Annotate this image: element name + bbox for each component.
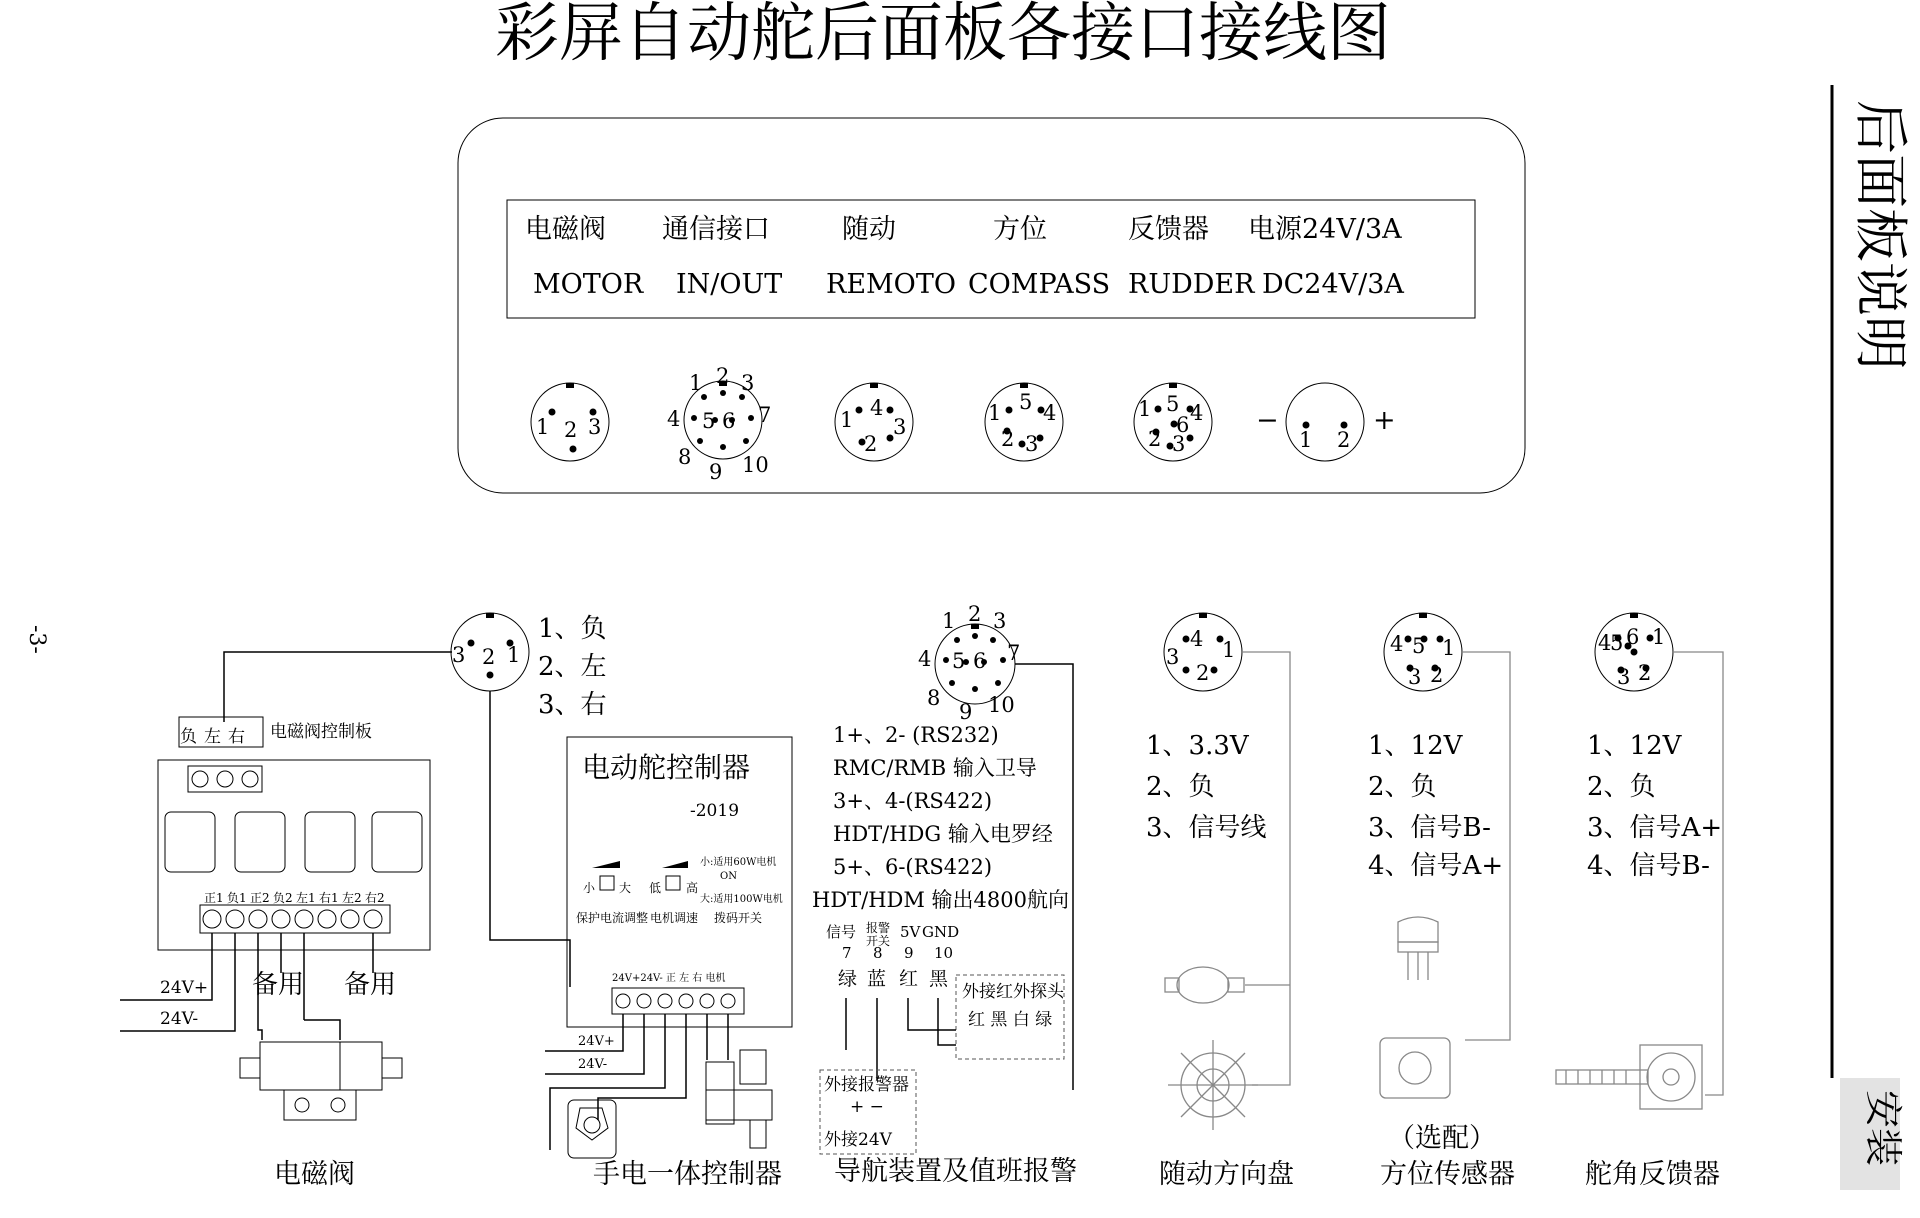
port-label-remote	[826, 214, 956, 300]
section-compass	[1368, 613, 1515, 1190]
nav-line-5: 5+、6-(RS422)	[833, 855, 993, 879]
rudder-pin-3: 3、信号A+	[1587, 813, 1723, 843]
alarm-box-title: 外接报警器	[824, 1075, 909, 1095]
panel-connector-remote	[835, 383, 913, 461]
nav-blue: 蓝	[867, 968, 887, 990]
knob2-label: 电机调速	[650, 911, 699, 925]
relay	[305, 812, 355, 872]
pin-label: 1	[1138, 397, 1152, 421]
wire	[304, 1020, 340, 1040]
pin-dot	[487, 672, 494, 679]
pin-dot	[570, 446, 577, 453]
pin-label: 3	[588, 415, 602, 439]
pin-label: 9	[709, 460, 723, 484]
knob1-wedge	[592, 861, 620, 868]
section-solenoid	[120, 613, 607, 1190]
pin-label: 3	[993, 609, 1007, 633]
screw-terminal	[679, 994, 693, 1008]
pin-dot	[468, 640, 475, 647]
connector-key	[870, 383, 878, 388]
screw-terminal	[226, 910, 244, 928]
port-cn-motor: 电磁阀	[525, 214, 606, 245]
connector-key	[486, 613, 494, 618]
dip-big: 大:适用100W电机	[700, 894, 783, 905]
caption-solenoid: 电磁阀	[274, 1159, 355, 1190]
side-tab-label: 安装	[1861, 1090, 1905, 1167]
valve-coil-right	[340, 1042, 382, 1090]
rear-panel-outline	[458, 118, 1525, 493]
nav-line-1: 1+、2- (RS232)	[833, 723, 999, 747]
sensor-cap	[1398, 917, 1438, 942]
pin-dot	[720, 390, 726, 396]
wire	[490, 691, 570, 987]
port-en-power: DC24V/3A	[1262, 269, 1404, 300]
motor-pin-3: 3、右	[538, 690, 607, 720]
nav-red: 红	[899, 968, 919, 990]
port-cn-remote: 随动	[842, 214, 896, 245]
panel-connector-compass	[985, 383, 1063, 461]
screw-terminal	[249, 910, 267, 928]
panel-connector-motor	[531, 383, 609, 461]
valve-cap-right	[382, 1058, 402, 1078]
valve-port	[295, 1098, 309, 1112]
knob2	[666, 876, 680, 890]
caption-rudder: 舵角反馈器	[1585, 1159, 1720, 1190]
dip-label: 拨码开关	[714, 911, 763, 925]
pin-label: 1	[1652, 625, 1666, 649]
terminal-label: 正2	[250, 891, 270, 905]
terminal-label: 正1	[204, 891, 224, 905]
pin-label: 3	[1172, 432, 1186, 456]
compass-pin-3: 3、信号B-	[1368, 813, 1491, 843]
connector-key	[566, 383, 574, 388]
connector-key	[1020, 383, 1028, 388]
port-en-remote: REMOTO	[826, 269, 956, 300]
pin-label: 2	[1196, 661, 1210, 685]
pin-label: 2	[864, 432, 878, 456]
compass-pin-4: 4、信号A+	[1368, 851, 1504, 881]
wire	[224, 652, 452, 722]
dip-on: ON	[720, 871, 737, 882]
motor-v-minus: 24V-	[160, 1009, 199, 1029]
pin-dot	[1183, 667, 1190, 674]
sensor-housing	[1380, 1038, 1450, 1098]
pin-dot	[697, 438, 703, 444]
pin-label: 5	[1610, 631, 1624, 655]
pin-label: 2	[1638, 661, 1652, 685]
pin-dot	[1000, 657, 1006, 663]
pin-label: 4	[870, 396, 884, 420]
nav-n7: 7	[842, 944, 852, 962]
caption-controller: 手电一体控制器	[593, 1159, 782, 1190]
rudder-pin-1: 1、12V	[1587, 731, 1682, 761]
pin-dot	[748, 415, 754, 421]
nav-n10: 10	[934, 944, 954, 962]
knob1-big: 大	[619, 881, 632, 895]
pin-label: 6	[1176, 413, 1190, 437]
handset-body	[568, 1100, 616, 1158]
port-en-motor: MOTOR	[533, 269, 644, 300]
port-cn-power: 电源24V/3A	[1248, 214, 1402, 245]
minus-sign: −	[1256, 405, 1279, 436]
remote-pin-1: 1、3.3V	[1146, 731, 1249, 761]
pin-label: 4	[918, 647, 932, 671]
pin-label: 6	[722, 409, 736, 433]
motor-v-plus: 24V+	[160, 978, 209, 998]
pin-label: 7	[758, 403, 772, 427]
probe-title: 外接红外探头	[962, 982, 1064, 1002]
pin-label: 1	[536, 415, 550, 439]
screw-terminal	[721, 994, 735, 1008]
board-title: 电磁阀控制板	[270, 722, 372, 742]
pin-dot	[743, 438, 749, 444]
knob2-wedge	[662, 861, 688, 868]
sensor-dial	[1399, 1052, 1431, 1084]
port-cn-inout: 通信接口	[662, 214, 770, 245]
controller-v-minus: 24V-	[578, 1057, 608, 1072]
pin-dot	[949, 680, 955, 686]
handset-button	[584, 1117, 600, 1133]
plus-sign: +	[1373, 405, 1396, 436]
pin-dot	[990, 637, 996, 643]
handset-plate	[576, 1108, 608, 1140]
terminal-label: 右2	[365, 891, 385, 905]
alarm-box-pm: + −	[850, 1097, 884, 1117]
screw-terminal	[203, 910, 221, 928]
pin-label: 7	[1007, 641, 1021, 665]
wire	[258, 1020, 262, 1040]
nav-alarm-switch-2: 开关	[866, 934, 891, 948]
terminal-label: 负	[180, 727, 197, 747]
pin-dot	[1631, 649, 1638, 656]
wire	[908, 998, 956, 1030]
pin-label: 5	[1166, 392, 1180, 416]
nav-line-3: 3+、4-(RS422)	[833, 789, 993, 813]
controller-terminal-labels: 24V+24V- 正 左 右 电机	[612, 973, 726, 984]
screw-terminal	[217, 771, 233, 787]
pin-label: 5	[1019, 390, 1033, 414]
remote-pin-3: 3、信号线	[1146, 813, 1267, 843]
section-rudder	[1556, 613, 1723, 1190]
pin-label: 3	[741, 371, 755, 395]
pin-label: 5	[702, 409, 716, 433]
terminal-label: 左2	[342, 891, 362, 905]
pin-label: 3	[452, 643, 466, 667]
pin-label: 2	[716, 364, 730, 388]
remote-knob-tab	[1228, 978, 1244, 992]
pin-label: 5	[1412, 634, 1426, 658]
nav-n8: 8	[873, 944, 883, 962]
pin-label: 2	[1001, 427, 1015, 451]
screw-terminal	[318, 910, 336, 928]
nav-green: 绿	[838, 968, 858, 990]
port-cn-compass: 方位	[993, 214, 1047, 245]
pin-label: 1	[1222, 638, 1236, 662]
remote-knob	[1177, 967, 1229, 1003]
section-navigation	[812, 602, 1077, 1187]
pin-label: 4	[1598, 631, 1612, 655]
caption-navigation: 导航装置及值班报警	[834, 1156, 1077, 1187]
feedback-shaft	[1663, 1069, 1679, 1085]
nav-line-2: RMC/RMB 输入卫导	[833, 756, 1037, 780]
pin-dot	[1405, 636, 1412, 643]
screw-terminal	[192, 771, 208, 787]
pin-label: 2	[1430, 663, 1444, 687]
section-remote	[1146, 613, 1294, 1190]
rudder-pin-2: 2、负	[1587, 772, 1656, 802]
page-title: 彩屏自动舵后面板各接口接线图	[495, 0, 1391, 71]
pin-label: 1	[689, 371, 703, 395]
feedback-disc	[1647, 1053, 1695, 1101]
terminal-label: 负1	[227, 891, 247, 905]
connector-key	[1630, 613, 1638, 618]
page-number: -3-	[24, 625, 49, 654]
pin-label: 6	[1626, 625, 1640, 649]
pin-label: 3	[1025, 432, 1039, 456]
knob1-label: 保护电流调整	[576, 911, 649, 925]
pin-dot	[856, 407, 863, 414]
connector-key	[1199, 613, 1207, 618]
pin-dot	[1183, 636, 1190, 643]
valve-cap-left	[240, 1058, 260, 1078]
controller-terminal-block	[612, 988, 744, 1014]
pin-label: 2	[482, 645, 496, 669]
spare-label-1: 备用	[252, 970, 305, 1000]
controller-v-plus: 24V+	[578, 1034, 615, 1049]
pin-label: 1	[1442, 636, 1456, 660]
pin-dot	[972, 686, 978, 692]
pin-dot	[720, 444, 726, 450]
port-label-compass	[968, 214, 1110, 300]
valve-control-board	[158, 760, 430, 950]
pin-label: 1	[988, 401, 1002, 425]
pin-label: 1	[1299, 428, 1313, 452]
pin-label: 4	[667, 407, 681, 431]
nav-gnd: GND	[922, 923, 960, 941]
connector-key	[1169, 383, 1177, 388]
terminal-label: 负2	[273, 891, 293, 905]
relay	[165, 812, 215, 872]
pin-label: 3	[893, 415, 907, 439]
compass-pin-2: 2、负	[1368, 772, 1437, 802]
screw-terminal	[616, 994, 630, 1008]
compass-pin-1: 1、12V	[1368, 731, 1463, 761]
terminal-label: 左1	[296, 891, 316, 905]
caption-compass: 方位传感器	[1380, 1159, 1515, 1190]
wire	[598, 1014, 686, 1120]
spare-label-2: 备用	[344, 970, 397, 1000]
port-label-rudder	[1128, 214, 1255, 300]
pin-dot	[1006, 407, 1013, 414]
knob2-low: 低	[649, 881, 662, 895]
motor-pin-1: 1、负	[538, 614, 607, 644]
nav-alarm-switch-1: 报警	[866, 921, 891, 935]
pin-label: 9	[959, 700, 973, 724]
pin-dot	[691, 415, 697, 421]
port-label-power	[1248, 214, 1404, 300]
top-terminal-block	[188, 766, 262, 792]
sensor-collar	[1398, 942, 1438, 952]
port-label-inout	[662, 214, 782, 300]
pin-dot	[943, 657, 949, 663]
screw-terminal	[658, 994, 672, 1008]
valve-port	[331, 1098, 345, 1112]
panel-connector-inout	[667, 364, 771, 484]
pin-dot	[995, 680, 1001, 686]
port-en-compass: COMPASS	[968, 269, 1111, 300]
terminal-label: 右1	[319, 891, 339, 905]
terminal-label: 左	[204, 727, 221, 747]
wire	[1242, 652, 1290, 1085]
port-en-rudder: RUDDER	[1128, 269, 1255, 300]
screw-terminal	[700, 994, 714, 1008]
pin-label: 4	[1043, 401, 1057, 425]
port-cn-rudder: 反馈器	[1128, 214, 1209, 245]
connector-ring	[1286, 383, 1364, 461]
port-en-inout: IN/OUT	[676, 269, 783, 300]
compass-optional: （选配）	[1388, 1123, 1496, 1154]
motor-pin-2: 2、左	[538, 652, 607, 682]
gearbox	[706, 1090, 772, 1120]
relay	[235, 812, 285, 872]
pin-label: 2	[1148, 427, 1162, 451]
pin-label: 1	[840, 408, 854, 432]
nav-line-4: HDT/HDG 输入电罗经	[833, 822, 1053, 846]
pin-label: 4	[1190, 627, 1204, 651]
section-controller	[545, 737, 792, 1190]
knob1-small: 小	[583, 881, 596, 895]
screw-terminal	[295, 910, 313, 928]
pin-dot	[1155, 406, 1162, 413]
relay	[372, 812, 422, 872]
pin-label: 10	[988, 693, 1015, 717]
pin-label: 4	[1190, 401, 1204, 425]
wire	[938, 998, 956, 1045]
remote-pin-2: 2、负	[1146, 772, 1215, 802]
knob1	[600, 876, 614, 890]
pin-dot	[1211, 667, 1218, 674]
pin-label: 5	[952, 649, 966, 673]
pin-label: 3	[1166, 645, 1180, 669]
pin-label: 3	[1408, 665, 1422, 689]
panel-connector-power	[1256, 383, 1396, 461]
knob2-high: 高	[686, 881, 699, 895]
valve-coil-left	[260, 1042, 340, 1090]
feedback-housing	[1640, 1045, 1702, 1109]
screw-terminal	[272, 910, 290, 928]
pin-label: 8	[927, 686, 941, 710]
screw-terminal	[637, 994, 651, 1008]
alarm-box-v: 外接24V	[824, 1130, 892, 1150]
port-label-motor	[525, 214, 644, 300]
motor-cap	[740, 1050, 766, 1084]
caption-remote: 随动方向盘	[1159, 1159, 1294, 1190]
nav-line-6: HDT/HDM 输出4800航向	[812, 888, 1070, 912]
nav-signal: 信号	[826, 923, 857, 941]
rudder-pin-4: 4、信号B-	[1587, 851, 1710, 881]
side-title: 后面板说明	[1849, 100, 1912, 370]
terminal-label: 右	[228, 727, 245, 747]
connector-key	[1419, 613, 1427, 618]
pin-label: 8	[678, 445, 692, 469]
screw-terminal	[341, 910, 359, 928]
nav-5v: 5V	[900, 923, 921, 941]
pin-dot	[954, 637, 960, 643]
nav-n9: 9	[904, 944, 914, 962]
pin-label: 1	[942, 609, 956, 633]
pin-dot	[972, 633, 978, 639]
pin-label: 2	[564, 418, 578, 442]
pin-label: 2	[968, 602, 982, 626]
controller-year: -2019	[690, 801, 740, 821]
nav-black: 黑	[929, 968, 949, 990]
screw-terminal	[242, 771, 258, 787]
pin-label: 2	[1337, 428, 1351, 452]
pin-label: 4	[1390, 632, 1404, 656]
panel-connector-rudder	[1134, 383, 1212, 461]
controller-title: 电动舵控制器	[582, 751, 751, 784]
pin-label: 1	[507, 643, 521, 667]
pin-dot	[887, 407, 894, 414]
pin-dot	[549, 409, 556, 416]
wire	[1462, 652, 1510, 1040]
probe-colors: 红 黑 白 绿	[968, 1010, 1053, 1030]
pin-label: 10	[742, 453, 769, 477]
pin-label: 3	[1617, 665, 1631, 689]
motor-body	[706, 1062, 734, 1124]
dip-small: 小:适用60W电机	[700, 857, 777, 868]
gear-shaft	[750, 1120, 766, 1148]
pin-label: 6	[973, 649, 987, 673]
screw-terminal	[364, 910, 382, 928]
